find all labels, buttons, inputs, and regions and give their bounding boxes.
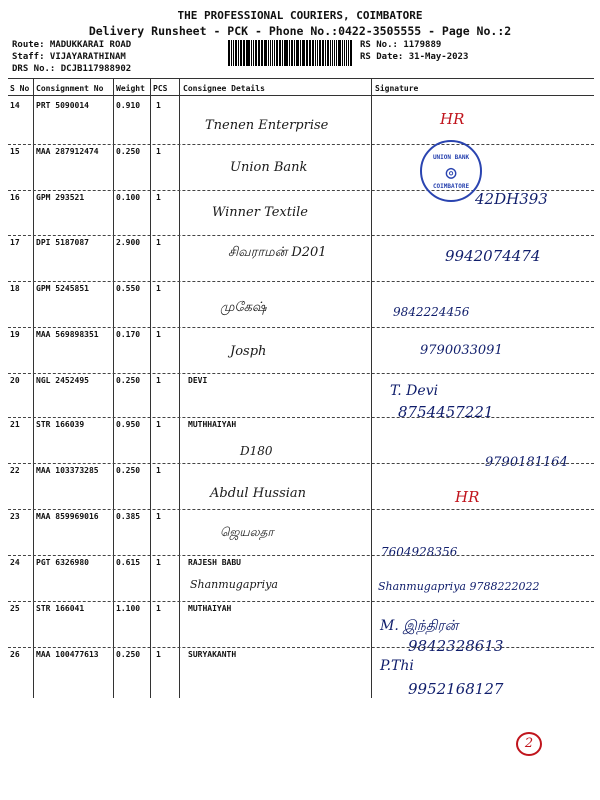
barcode-bar [291, 40, 293, 66]
rs-date-label: RS Date: 31-May-2023 [360, 52, 469, 62]
barcode-bar [264, 40, 267, 66]
staff-label: Staff: VIJAYARATHINAM [12, 52, 126, 62]
row-sno: 24 [10, 558, 20, 567]
row-consignee-name: DEVI [188, 376, 208, 385]
row-handwritten-name: Shanmugapriya [190, 578, 278, 591]
barcode-bar [251, 40, 252, 66]
col-header-sno: S No [10, 84, 30, 93]
row-signature: Shanmugapriya 9788222022 [378, 580, 540, 593]
col-divider-3 [150, 78, 151, 698]
row-pcs: 1 [156, 238, 161, 247]
row-signature: M. இந்திரன் [380, 618, 459, 634]
barcode-bar [247, 40, 250, 66]
row-sno: 23 [10, 512, 20, 521]
barcode-bar [334, 40, 336, 66]
bank-stamp [420, 140, 482, 202]
row-consignee-name: MUTHAIYAH [188, 604, 232, 613]
stamp-line-1: UNION BANK [432, 154, 470, 161]
barcode-bar [319, 40, 322, 66]
barcode-bar [327, 40, 329, 66]
row-pcs: 1 [156, 101, 161, 110]
row-sno: 22 [10, 466, 20, 475]
row-weight: 0.910 [116, 101, 141, 110]
col-header-signature: Signature [375, 84, 419, 93]
row-divider [8, 463, 594, 464]
row-sno: 25 [10, 604, 20, 613]
row-signature: T. Devi [390, 383, 439, 399]
row-divider [8, 601, 594, 602]
barcode-bar [284, 40, 285, 66]
barcode-bar [255, 40, 257, 66]
barcode-bar [344, 40, 346, 66]
row-handwritten-name: Josph [230, 344, 267, 359]
barcode-bar [270, 40, 271, 66]
row-signature: 9842224456 [393, 305, 470, 319]
barcode-bar [268, 40, 269, 66]
barcode-bar [306, 40, 308, 66]
row-pcs: 1 [156, 604, 161, 613]
row-weight: 0.100 [116, 193, 141, 202]
row-consignee-name: MUTHHAIYAH [188, 420, 237, 429]
row-signature: 9790033091 [420, 343, 503, 358]
col-header-weight: Weight [116, 84, 145, 93]
col-divider-5 [371, 78, 372, 698]
row-pcs: 1 [156, 193, 161, 202]
row-signature: HR [440, 110, 465, 128]
page-mark-circle: 2 [516, 732, 542, 756]
row-weight: 1.100 [116, 604, 141, 613]
row-weight: 0.950 [116, 420, 141, 429]
row-weight: 0.250 [116, 376, 141, 385]
row-sno: 26 [10, 650, 20, 659]
barcode-bar [238, 40, 239, 66]
row-signature-phone: 9842328613 [408, 637, 504, 655]
barcode-bar [309, 40, 310, 66]
row-pcs: 1 [156, 284, 161, 293]
row-consignment-no: STR 166041 [36, 604, 85, 613]
row-handwritten-name: முகேஷ் [220, 300, 267, 315]
barcode-bar [261, 40, 263, 66]
barcode-bar [276, 40, 278, 66]
barcode-bar [233, 40, 234, 66]
row-signature: HR [455, 488, 480, 506]
row-sno: 15 [10, 147, 20, 156]
row-pcs: 1 [156, 420, 161, 429]
barcode-bar [243, 40, 245, 66]
row-consignment-no: PGT 6326980 [36, 558, 89, 567]
barcode-bar [348, 40, 349, 66]
barcode-bar [300, 40, 301, 66]
row-divider [8, 417, 594, 418]
barcode-bar [246, 40, 247, 66]
row-consignment-no: MAA 103373285 [36, 466, 99, 475]
barcode-bar [312, 40, 314, 66]
row-divider [8, 235, 594, 236]
row-consignment-no: STR 166039 [36, 420, 85, 429]
row-signature: 9942074474 [445, 247, 541, 265]
barcode-bar [258, 40, 259, 66]
barcode-bar [253, 40, 254, 66]
stamp-logo-icon: ◎ [445, 162, 457, 183]
row-consignment-no: MAA 859969016 [36, 512, 99, 521]
row-pcs: 1 [156, 650, 161, 659]
barcode-bar [330, 40, 331, 66]
row-pcs: 1 [156, 558, 161, 567]
row-signature: 9790181164 [485, 455, 568, 470]
barcode-bar [310, 40, 311, 66]
row-consignment-no: MAA 569898351 [36, 330, 99, 339]
row-handwritten-name: Tnenen Enterprise [205, 118, 329, 133]
barcode-bar [231, 40, 232, 66]
row-weight: 0.385 [116, 512, 141, 521]
rs-no-label: RS No.: 1179889 [360, 40, 442, 50]
barcode-bar [315, 40, 316, 66]
row-signature-phone: 9952168127 [408, 680, 504, 698]
barcode-bar [235, 40, 238, 66]
barcode-bar [342, 40, 343, 66]
row-pcs: 1 [156, 376, 161, 385]
barcode-bar [294, 40, 295, 66]
row-weight: 0.170 [116, 330, 141, 339]
row-divider [8, 509, 594, 510]
barcode-image [228, 40, 353, 66]
row-weight: 2.900 [116, 238, 141, 247]
barcode-bar [338, 40, 341, 66]
row-sno: 17 [10, 238, 20, 247]
row-pcs: 1 [156, 512, 161, 521]
barcode-bar [259, 40, 260, 66]
barcode-bar [228, 40, 230, 66]
row-consignment-no: GPM 5245851 [36, 284, 89, 293]
row-consignment-no: PRT 5090014 [36, 101, 89, 110]
row-pcs: 1 [156, 466, 161, 475]
drs-label: DRS No.: DCJB117988902 [12, 64, 132, 74]
row-sno: 14 [10, 101, 20, 110]
table-top-rule [8, 78, 594, 79]
row-consignment-no: GPM 293521 [36, 193, 85, 202]
col-divider-1 [33, 78, 34, 698]
barcode-bar [297, 40, 299, 66]
barcode-bar [346, 40, 347, 66]
barcode-bar [296, 40, 297, 66]
row-sno: 20 [10, 376, 20, 385]
row-consignee-name: RAJESH BABU [188, 558, 241, 567]
row-signature: P.Thi [380, 658, 414, 674]
row-sno: 18 [10, 284, 20, 293]
row-weight: 0.615 [116, 558, 141, 567]
col-divider-2 [113, 78, 114, 698]
row-divider [8, 647, 594, 648]
row-weight: 0.550 [116, 284, 141, 293]
row-handwritten-name: D180 [240, 444, 273, 458]
row-weight: 0.250 [116, 466, 141, 475]
row-signature: 42DH393 [475, 190, 548, 208]
row-sno: 19 [10, 330, 20, 339]
barcode-bar [302, 40, 305, 66]
barcode-bar [322, 40, 324, 66]
row-weight: 0.250 [116, 147, 141, 156]
row-consignee-name: SURYAKANTH [188, 650, 237, 659]
barcode-bar [317, 40, 318, 66]
col-header-pcs: PCS [153, 84, 168, 93]
barcode-bar [240, 40, 242, 66]
row-divider [8, 327, 594, 328]
row-sno: 21 [10, 420, 20, 429]
row-signature: 7604928356 [381, 545, 458, 559]
company-title: THE PROFESSIONAL COURIERS, COIMBATORE [177, 9, 423, 22]
stamp-line-2: COIMBATORE [432, 183, 470, 190]
row-pcs: 1 [156, 330, 161, 339]
row-consignment-no: MAA 287912474 [36, 147, 99, 156]
row-handwritten-name: சிவராமன் D201 [228, 245, 327, 260]
row-divider [8, 281, 594, 282]
row-handwritten-name: ஜெயலதா [220, 525, 274, 539]
col-header-consignment: Consignment No [36, 84, 104, 93]
runsheet-title: Delivery Runsheet - PCK - Phone No.:0422-3505555 - Page No.:2 [88, 24, 512, 38]
row-consignment-no: NGL 2452495 [36, 376, 89, 385]
row-pcs: 1 [156, 147, 161, 156]
barcode-bar [336, 40, 337, 66]
row-signature-phone: 8754457221 [398, 403, 494, 421]
col-header-consignee: Consignee Details [183, 84, 265, 93]
row-handwritten-name: Winner Textile [212, 205, 308, 220]
barcode-bar [272, 40, 274, 66]
barcode-bar [350, 40, 352, 66]
row-handwritten-name: Abdul Hussian [210, 486, 307, 501]
row-divider [8, 144, 594, 145]
barcode-bar [274, 40, 275, 66]
row-divider [8, 555, 594, 556]
row-divider [8, 373, 594, 374]
barcode-bar [279, 40, 281, 66]
barcode-bar [289, 40, 290, 66]
row-consignment-no: MAA 100477613 [36, 650, 99, 659]
table-header-rule [8, 95, 594, 96]
row-sno: 16 [10, 193, 20, 202]
barcode-bar [325, 40, 326, 66]
barcode-bar [282, 40, 283, 66]
row-consignment-no: DPI 5187087 [36, 238, 89, 247]
barcode-bar [285, 40, 288, 66]
route-label: Route: MADUKKARAI ROAD [12, 40, 132, 50]
barcode-bar [332, 40, 333, 66]
col-divider-4 [179, 78, 180, 698]
row-weight: 0.250 [116, 650, 141, 659]
row-handwritten-name: Union Bank [230, 160, 308, 175]
